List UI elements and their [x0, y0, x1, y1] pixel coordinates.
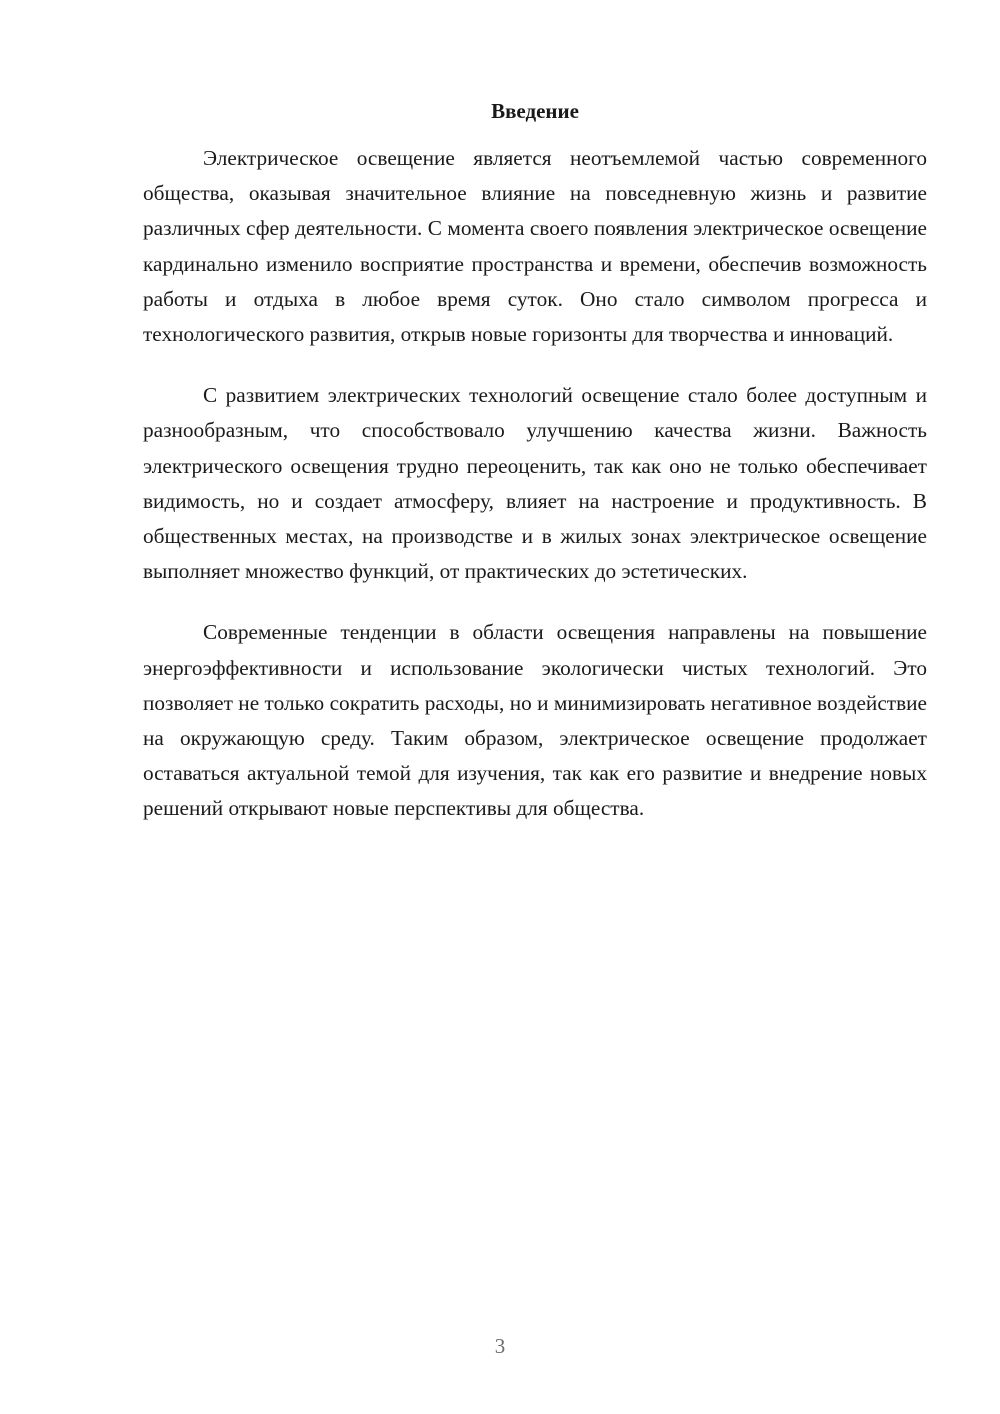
paragraph-2: С развитием электрических технологий освещение стало более доступным и разнообразным, что способствовало улучшению качества жизни. Важность электрического освещения трудно переоценить, так как оно не только обеспечивает видимость, но и создает атмосферу, влияет на настроение и продуктивность. В общественных местах, на производстве и в жилых зонах электрическое освещение выполняет множество функций, от практических до эстетических.: [143, 383, 927, 584]
paragraph-3: Современные тенденции в области освещения направлены на повышение энергоэффективности и использование экологически чистых технологий. Это позволяет не только сократить расходы, но и минимизировать негативное воздействие на окружающую среду. Таким образом, электрическое освещение продолжает оставаться актуальной темой для изучения, так как его развитие и внедрение новых решений открывают новые перспективы для общества.: [143, 620, 927, 821]
section-heading: Введение: [491, 99, 579, 123]
page-content: [143, 96, 927, 853]
paragraph-1: Электрическое освещение является неотъемлемой частью современного общества, оказывая значительное влияние на повседневную жизнь и развитие различных сфер деятельности. С момента своего появления электрическое освещение кардинально изменило восприятие пространства и времени, обеспечив возможность работы и отдыха в любое время суток. Оно стало символом прогресса и технологического развития, открыв новые горизонты для творчества и инноваций.: [143, 146, 927, 347]
page-number: 3: [494, 1334, 506, 1358]
